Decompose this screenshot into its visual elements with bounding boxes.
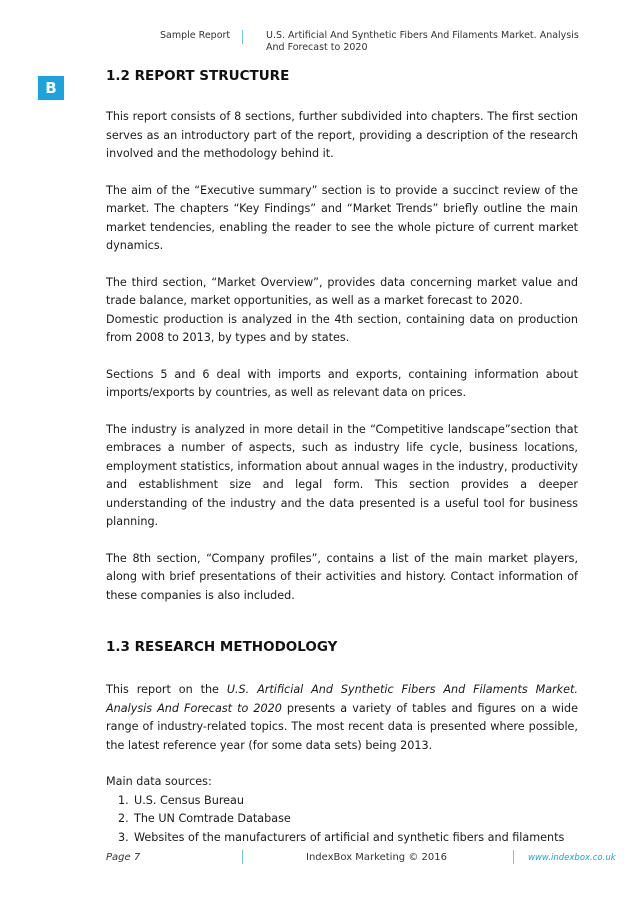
paragraph: Domestic production is analyzed in the 4th section, containing data on production from 2008 to 2013, by types and by states. bbox=[106, 312, 578, 344]
intro-suffix: presents a variety of tables and figures on a wide range of industry-related topics. The most recent data is presented where possible, the latest reference year (for some data sets) being 2013. bbox=[106, 701, 578, 752]
footer-url-link[interactable]: www.indexbox.co.uk bbox=[528, 853, 616, 863]
methodology-intro bbox=[106, 681, 578, 755]
sources-label: Main data sources: bbox=[106, 775, 212, 788]
list-item bbox=[118, 829, 578, 848]
list-text: U.S. Census Bureau bbox=[134, 793, 244, 807]
header-sample-report: Sample Report bbox=[160, 30, 231, 41]
section-title-report-structure: 1.2 REPORT STRUCTURE bbox=[106, 68, 290, 84]
paragraph: The industry is analyzed in more detail in the “Competitive landscape”section that embraces a number of aspects, such as industry life cycle, business locations, employment statistics, information about annual wages in the industry, productivity and establishment size and legal form. This section provides a deeper understanding of the industry and the data presented is a useful tool for business planning. bbox=[106, 422, 578, 528]
section-title-research-methodology: 1.3 RESEARCH METHODOLOGY bbox=[106, 639, 338, 655]
report-title-italic: U.S. Artificial And Synthetic Fibers And Filaments Market. Analysis And Forecast to 2020 bbox=[106, 683, 578, 715]
paragraph: This report consists of 8 sections, further subdivided into chapters. The first section serves as an introductory part of the report, providing a description of the research involved and the methodology behind it. bbox=[106, 110, 578, 160]
header-divider bbox=[242, 30, 243, 44]
page-content bbox=[106, 66, 578, 847]
intro-prefix: This report on the bbox=[106, 683, 227, 696]
list-number: 2. bbox=[118, 812, 129, 825]
list-text: Websites of the manufacturers of artificial and synthetic fibers and filaments bbox=[134, 830, 565, 844]
indexbox-logo-icon: B bbox=[38, 76, 64, 100]
list-item bbox=[118, 792, 578, 811]
list-number: 1. bbox=[118, 793, 129, 807]
list-text: The UN Comtrade Database bbox=[134, 812, 291, 825]
list-item bbox=[118, 810, 578, 829]
footer-page-number: Page 7 bbox=[106, 852, 141, 863]
footer-copyright: IndexBox Marketing © 2016 bbox=[306, 852, 447, 863]
paragraph: The third section, “Market Overview”, provides data concerning market value and trade balance, market opportunities, as well as a market forecast to 2020. bbox=[106, 275, 578, 307]
paragraph: The aim of the “Executive summary” section is to provide a succinct review of the market. The chapters “Key Findings” and “Market Trends” briefly outline the main market tendencies, enabling the reader to see the whole picture of current market dynamics. bbox=[106, 183, 578, 252]
list-number: 3. bbox=[118, 830, 129, 844]
header-report-title: U.S. Artificial And Synthetic Fibers And Filaments Market. Analysis And Forecast to 2020 bbox=[266, 30, 579, 53]
footer-divider bbox=[513, 850, 514, 864]
paragraph: Sections 5 and 6 deal with imports and exports, containing information about imports/exports by countries, as well as relevant data on prices. bbox=[106, 367, 578, 399]
footer-divider bbox=[242, 850, 243, 864]
sources-list bbox=[118, 792, 578, 848]
paragraph: The 8th section, “Company profiles”, contains a list of the main market players, along with brief presentations of their activities and history. Contact information of these companies is also included. bbox=[106, 551, 578, 602]
